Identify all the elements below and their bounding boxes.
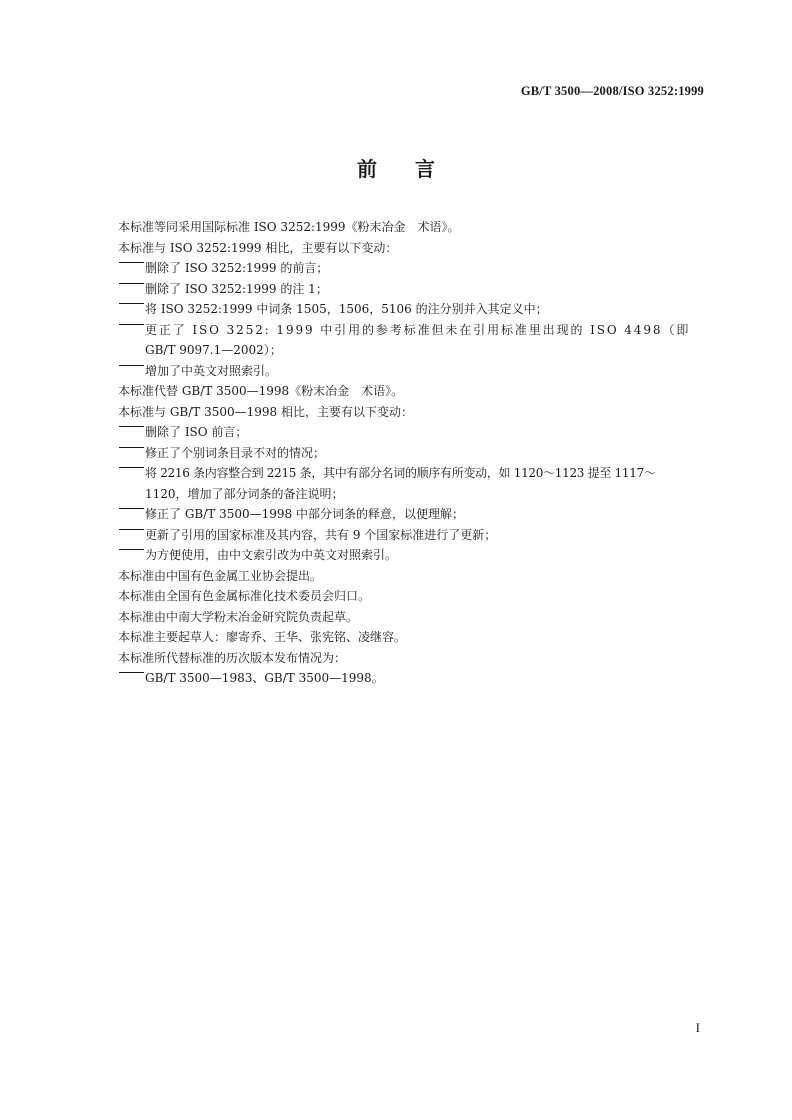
dash-marker: [118, 299, 145, 309]
dash-marker: [118, 279, 145, 289]
paragraph: 本标准由中国有色金属工业协会提出。: [118, 568, 323, 583]
dash-marker: [118, 258, 145, 268]
dash-marker: [118, 361, 145, 371]
list-item: 为方便使用，由中文索引改为中英文对照索引。: [118, 545, 704, 566]
dash-marker: [118, 422, 145, 432]
list-item: 删除了 ISO 前言；: [118, 422, 704, 443]
list-item: 修正了 GB/T 3500—1998 中部分词条的释意，以便理解；: [118, 504, 704, 525]
paragraph: 本标准主要起草人：廖寄乔、王华、张宪铭、凌继容。: [118, 630, 407, 644]
dash-marker: [118, 668, 145, 678]
list-item-continuation: 1120，增加了部分词条的备注说明；: [145, 486, 344, 501]
foreword-body: [118, 217, 704, 689]
dash-marker: [118, 504, 145, 514]
paragraph: 本标准与 GB/T 3500—1998 相比，主要有以下变动：: [118, 404, 413, 419]
dash-marker: [118, 525, 145, 535]
paragraph: 本标准由全国有色金属标准化技术委员会归口。: [118, 589, 371, 603]
paragraph: 本标准等同采用国际标准 ISO 3252:1999《粉末冶金 术语》。: [118, 220, 460, 234]
paragraph: 本标准由中南大学粉末冶金研究院负责起草。: [118, 609, 359, 624]
page-number: I: [695, 1020, 700, 1035]
list-item: 删除了 ISO 3252:1999 的注 1；: [118, 279, 704, 300]
list-item: 将 ISO 3252:1999 中词条 1505，1506，5106 的注分别并入其定义中；: [118, 299, 704, 320]
list-item: 修正了个别词条目录不对的情况；: [118, 443, 704, 464]
dash-marker: [118, 545, 145, 555]
dash-marker: [118, 463, 145, 473]
title-char-2: 言: [415, 157, 435, 181]
title-char-1: 前: [357, 157, 377, 181]
standard-code-header: GB/T 3500—2008/ISO 3252:1999: [520, 84, 704, 98]
paragraph: 本标准代替 GB/T 3500—1998《粉末冶金 术语》。: [118, 384, 404, 398]
list-item: 增加了中英文对照索引。: [118, 361, 704, 382]
page-title: [0, 153, 792, 182]
dash-marker: [118, 320, 145, 330]
dash-marker: [118, 443, 145, 453]
paragraph: 本标准所代替标准的历次版本发布情况为：: [118, 650, 347, 665]
list-item: GB/T 3500—1983、GB/T 3500—1998。: [118, 668, 704, 689]
list-item-continuation: GB/T 9097.1—2002）；: [145, 343, 282, 357]
list-item: 更新了引用的国家标准及其内容，共有 9 个国家标准进行了更新；: [118, 525, 704, 546]
list-item: 删除了 ISO 3252:1999 的前言；: [118, 258, 704, 279]
paragraph: 本标准与 ISO 3252:1999 相比，主要有以下变动：: [118, 240, 398, 255]
list-item: 将 2216 条内容整合到 2215 条，其中有部分名词的顺序有所变动，如 1120～1123 提至 1117～: [118, 463, 704, 484]
list-item: 更正了 ISO 3252: 1999 中引用的参考标准但未在引用标准里出现的 ISO 4498（即: [118, 320, 704, 341]
